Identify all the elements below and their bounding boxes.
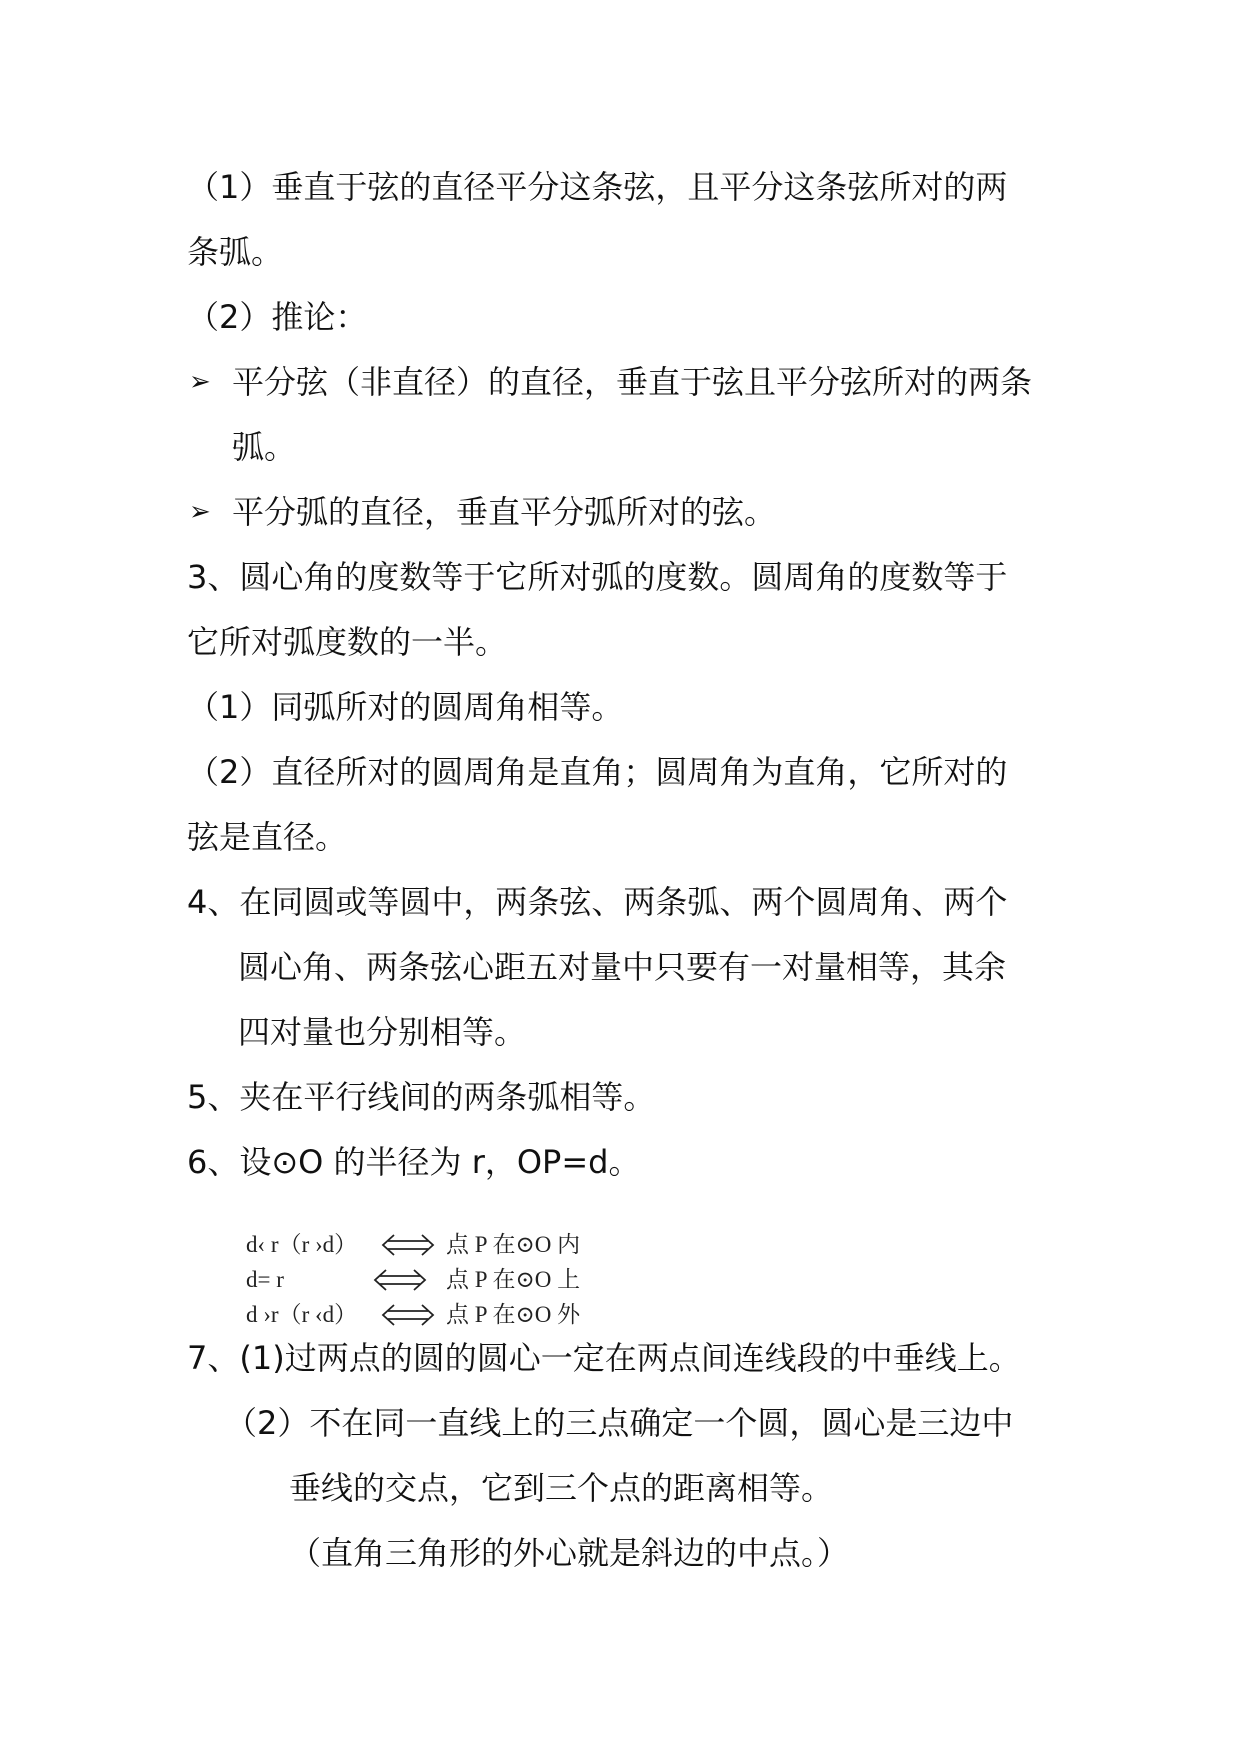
double-arrow-icon	[372, 1267, 428, 1293]
relation-condition: d ›r（r ‹d）	[246, 1302, 358, 1327]
text-line: 它所对弧度数的一半。	[187, 623, 508, 661]
text-line: （直角三角形的外心就是斜边的中点。）	[289, 1534, 850, 1572]
text-line: 四对量也分别相等。	[238, 1013, 527, 1051]
text-line: （2）不在同一直线上的三点确定一个圆，圆心是三边中	[225, 1404, 1014, 1442]
relation-result: 点 P 在⊙O 外	[446, 1302, 581, 1327]
text-line: 7、(1)过两点的圆的圆心一定在两点间连线段的中垂线上。	[187, 1339, 1021, 1377]
text-line: 5、夹在平行线间的两条弧相等。	[187, 1078, 656, 1116]
double-arrow-icon	[380, 1302, 436, 1328]
text-line: 平分弧的直径，垂直平分弧所对的弦。	[232, 493, 777, 531]
text-line: 弧。	[232, 428, 297, 466]
text-line: 条弧。	[187, 233, 284, 271]
text-line: 平分弦（非直径）的直径，垂直于弦且平分弦所对的两条	[232, 363, 1033, 401]
text-line: （1）垂直于弦的直径平分这条弦，且平分这条弦所对的两	[187, 168, 1008, 206]
double-arrow-icon	[380, 1232, 436, 1258]
relation-result: 点 P 在⊙O 上	[446, 1267, 581, 1292]
text-line: 圆心角、两条弦心距五对量中只要有一对量相等，其余	[238, 948, 1007, 986]
text-line: （1）同弧所对的圆周角相等。	[187, 688, 624, 726]
text-line: （2）直径所对的圆周角是直角；圆周角为直角，它所对的	[187, 753, 1008, 791]
text-line: 垂线的交点，它到三个点的距离相等。	[289, 1469, 834, 1507]
text-line: 弦是直径。	[187, 818, 348, 856]
bullet-arrow-icon: ➢	[189, 367, 211, 397]
text-line: 6、设⊙O 的半径为 r，OP=d。	[187, 1143, 641, 1181]
relation-condition: d‹ r（r ›d）	[246, 1232, 358, 1257]
relation-condition: d= r	[246, 1267, 284, 1292]
text-line: 3、圆心角的度数等于它所对弧的度数。圆周角的度数等于	[187, 558, 1008, 596]
relation-result: 点 P 在⊙O 内	[446, 1232, 581, 1257]
text-line: （2）推论：	[187, 298, 368, 336]
text-line: 4、在同圆或等圆中，两条弦、两条弧、两个圆周角、两个	[187, 883, 1008, 921]
bullet-arrow-icon: ➢	[189, 497, 211, 527]
